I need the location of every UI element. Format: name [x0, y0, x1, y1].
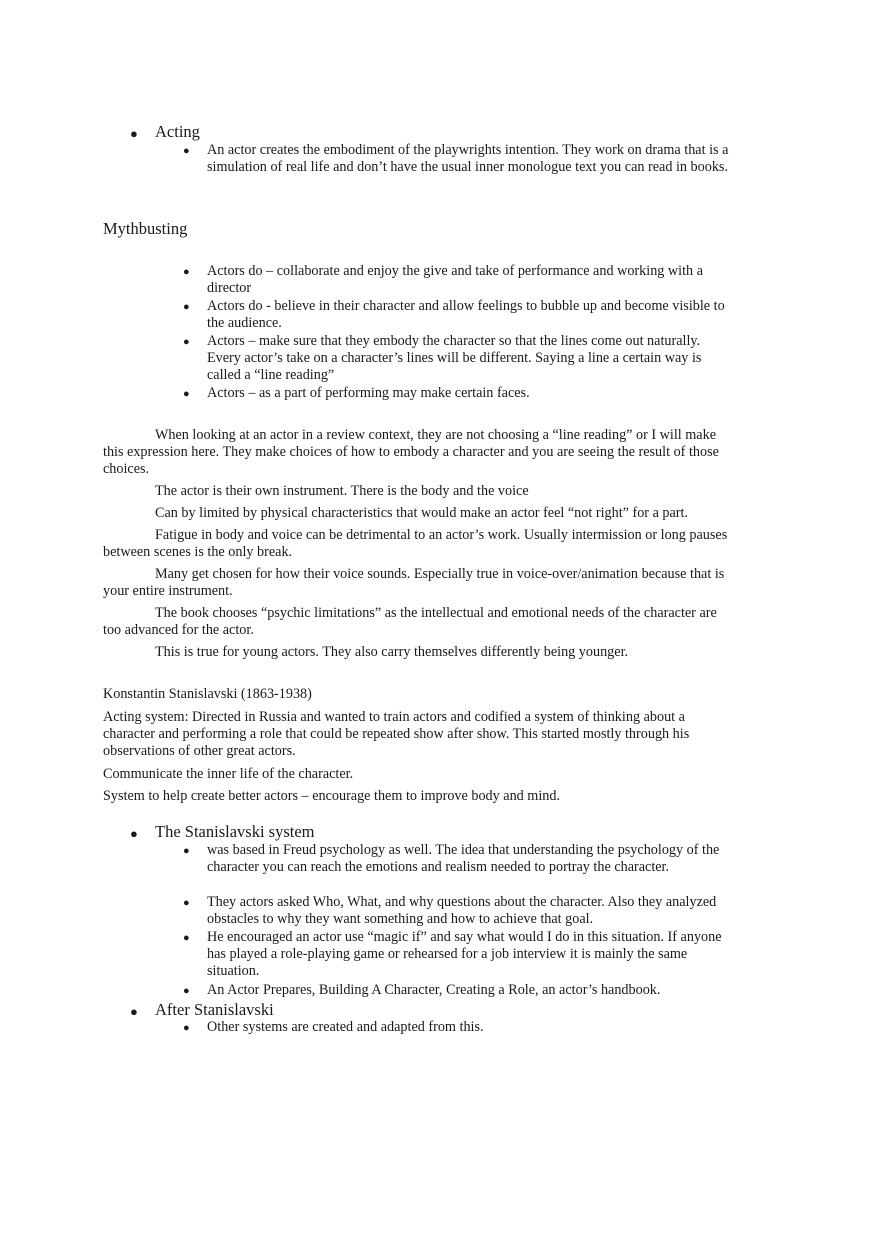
system-item: They actors asked Who, What, and why questions about the character. Also they analyzed obstacles to why they want something and how to achieve that goal.: [207, 894, 717, 928]
paragraph: Fatigue in body and voice can be detrimental to an actor’s work. Usually intermission or long pauses between scenes is the only break.: [103, 527, 728, 561]
paragraph: Many get chosen for how their voice sounds. Especially true in voice-over/animation because that is your entire instrument.: [103, 566, 725, 600]
stanislavski-title: Konstantin Stanislavski (1863-1938): [103, 686, 312, 702]
bullet-icon: ●: [183, 845, 190, 857]
acting-heading: Acting: [155, 122, 200, 141]
bullet-icon: ●: [130, 826, 138, 841]
system-heading: The Stanislavski system: [155, 822, 315, 841]
stanislavski-line: Communicate the inner life of the character.: [103, 766, 354, 782]
mythbusting-item: Actors – as a part of performing may make certain faces.: [207, 385, 530, 401]
bullet-icon: ●: [183, 388, 190, 400]
stanislavski-line: System to help create better actors – encourage them to improve body and mind.: [103, 788, 561, 804]
bullet-icon: ●: [183, 985, 190, 997]
mythbusting-item: Actors do – collaborate and enjoy the give and take of performance and working with a director: [207, 263, 703, 297]
bullet-icon: ●: [183, 301, 190, 313]
paragraph: When looking at an actor in a review context, they are not choosing a “line reading” or I will make this expression here. They make choices of how to embody a character and you are seeing the result of those choices.: [103, 427, 719, 478]
paragraph: The actor is their own instrument. There is the body and the voice: [155, 483, 529, 499]
system-item: was based in Freud psychology as well. The idea that understanding the psychology of the character you can reach the emotions and realism needed to portray the character.: [207, 842, 720, 876]
bullet-icon: ●: [183, 336, 190, 348]
acting-item: An actor creates the embodiment of the playwrights intention. They work on drama that is a simulation of real life and don’t have the usual inner monologue text you can read in books.: [207, 142, 729, 176]
mythbusting-item: Actors do - believe in their character and allow feelings to bubble up and become visible to the audience.: [207, 298, 725, 332]
bullet-icon: ●: [183, 932, 190, 944]
bullet-icon: ●: [130, 1004, 138, 1019]
paragraph: The book chooses “psychic limitations” as the intellectual and emotional needs of the character are too advanced for the actor.: [103, 605, 717, 639]
system-item: An Actor Prepares, Building A Character, Creating a Role, an actor’s handbook.: [207, 982, 661, 998]
mythbusting-heading: Mythbusting: [103, 219, 188, 238]
bullet-icon: ●: [183, 266, 190, 278]
bullet-icon: ●: [183, 897, 190, 909]
paragraph: Can by limited by physical characteristics that would make an actor feel “not right” for a part.: [155, 505, 689, 521]
mythbusting-item: Actors – make sure that they embody the character so that the lines come out naturally. Every actor’s take on a character’s lines will be different. Saying a line a certain way is called a “line reading”: [207, 333, 702, 384]
bullet-icon: ●: [183, 1022, 190, 1034]
stanislavski-line: Acting system: Directed in Russia and wanted to train actors and codified a system of thinking about a character and performing a role that could be repeated show after show. This started mostly through his observations of other great actors.: [103, 709, 690, 760]
after-heading: After Stanislavski: [155, 1000, 274, 1019]
bullet-icon: ●: [130, 126, 138, 141]
bullet-icon: ●: [183, 145, 190, 157]
paragraph: This is true for young actors. They also carry themselves differently being younger.: [155, 644, 629, 660]
system-item: He encouraged an actor use “magic if” and say what would I do in this situation. If anyone has played a role-playing game or rehearsed for a job interview it is mainly the same situation.: [207, 929, 722, 980]
after-item: Other systems are created and adapted from this.: [207, 1019, 484, 1035]
